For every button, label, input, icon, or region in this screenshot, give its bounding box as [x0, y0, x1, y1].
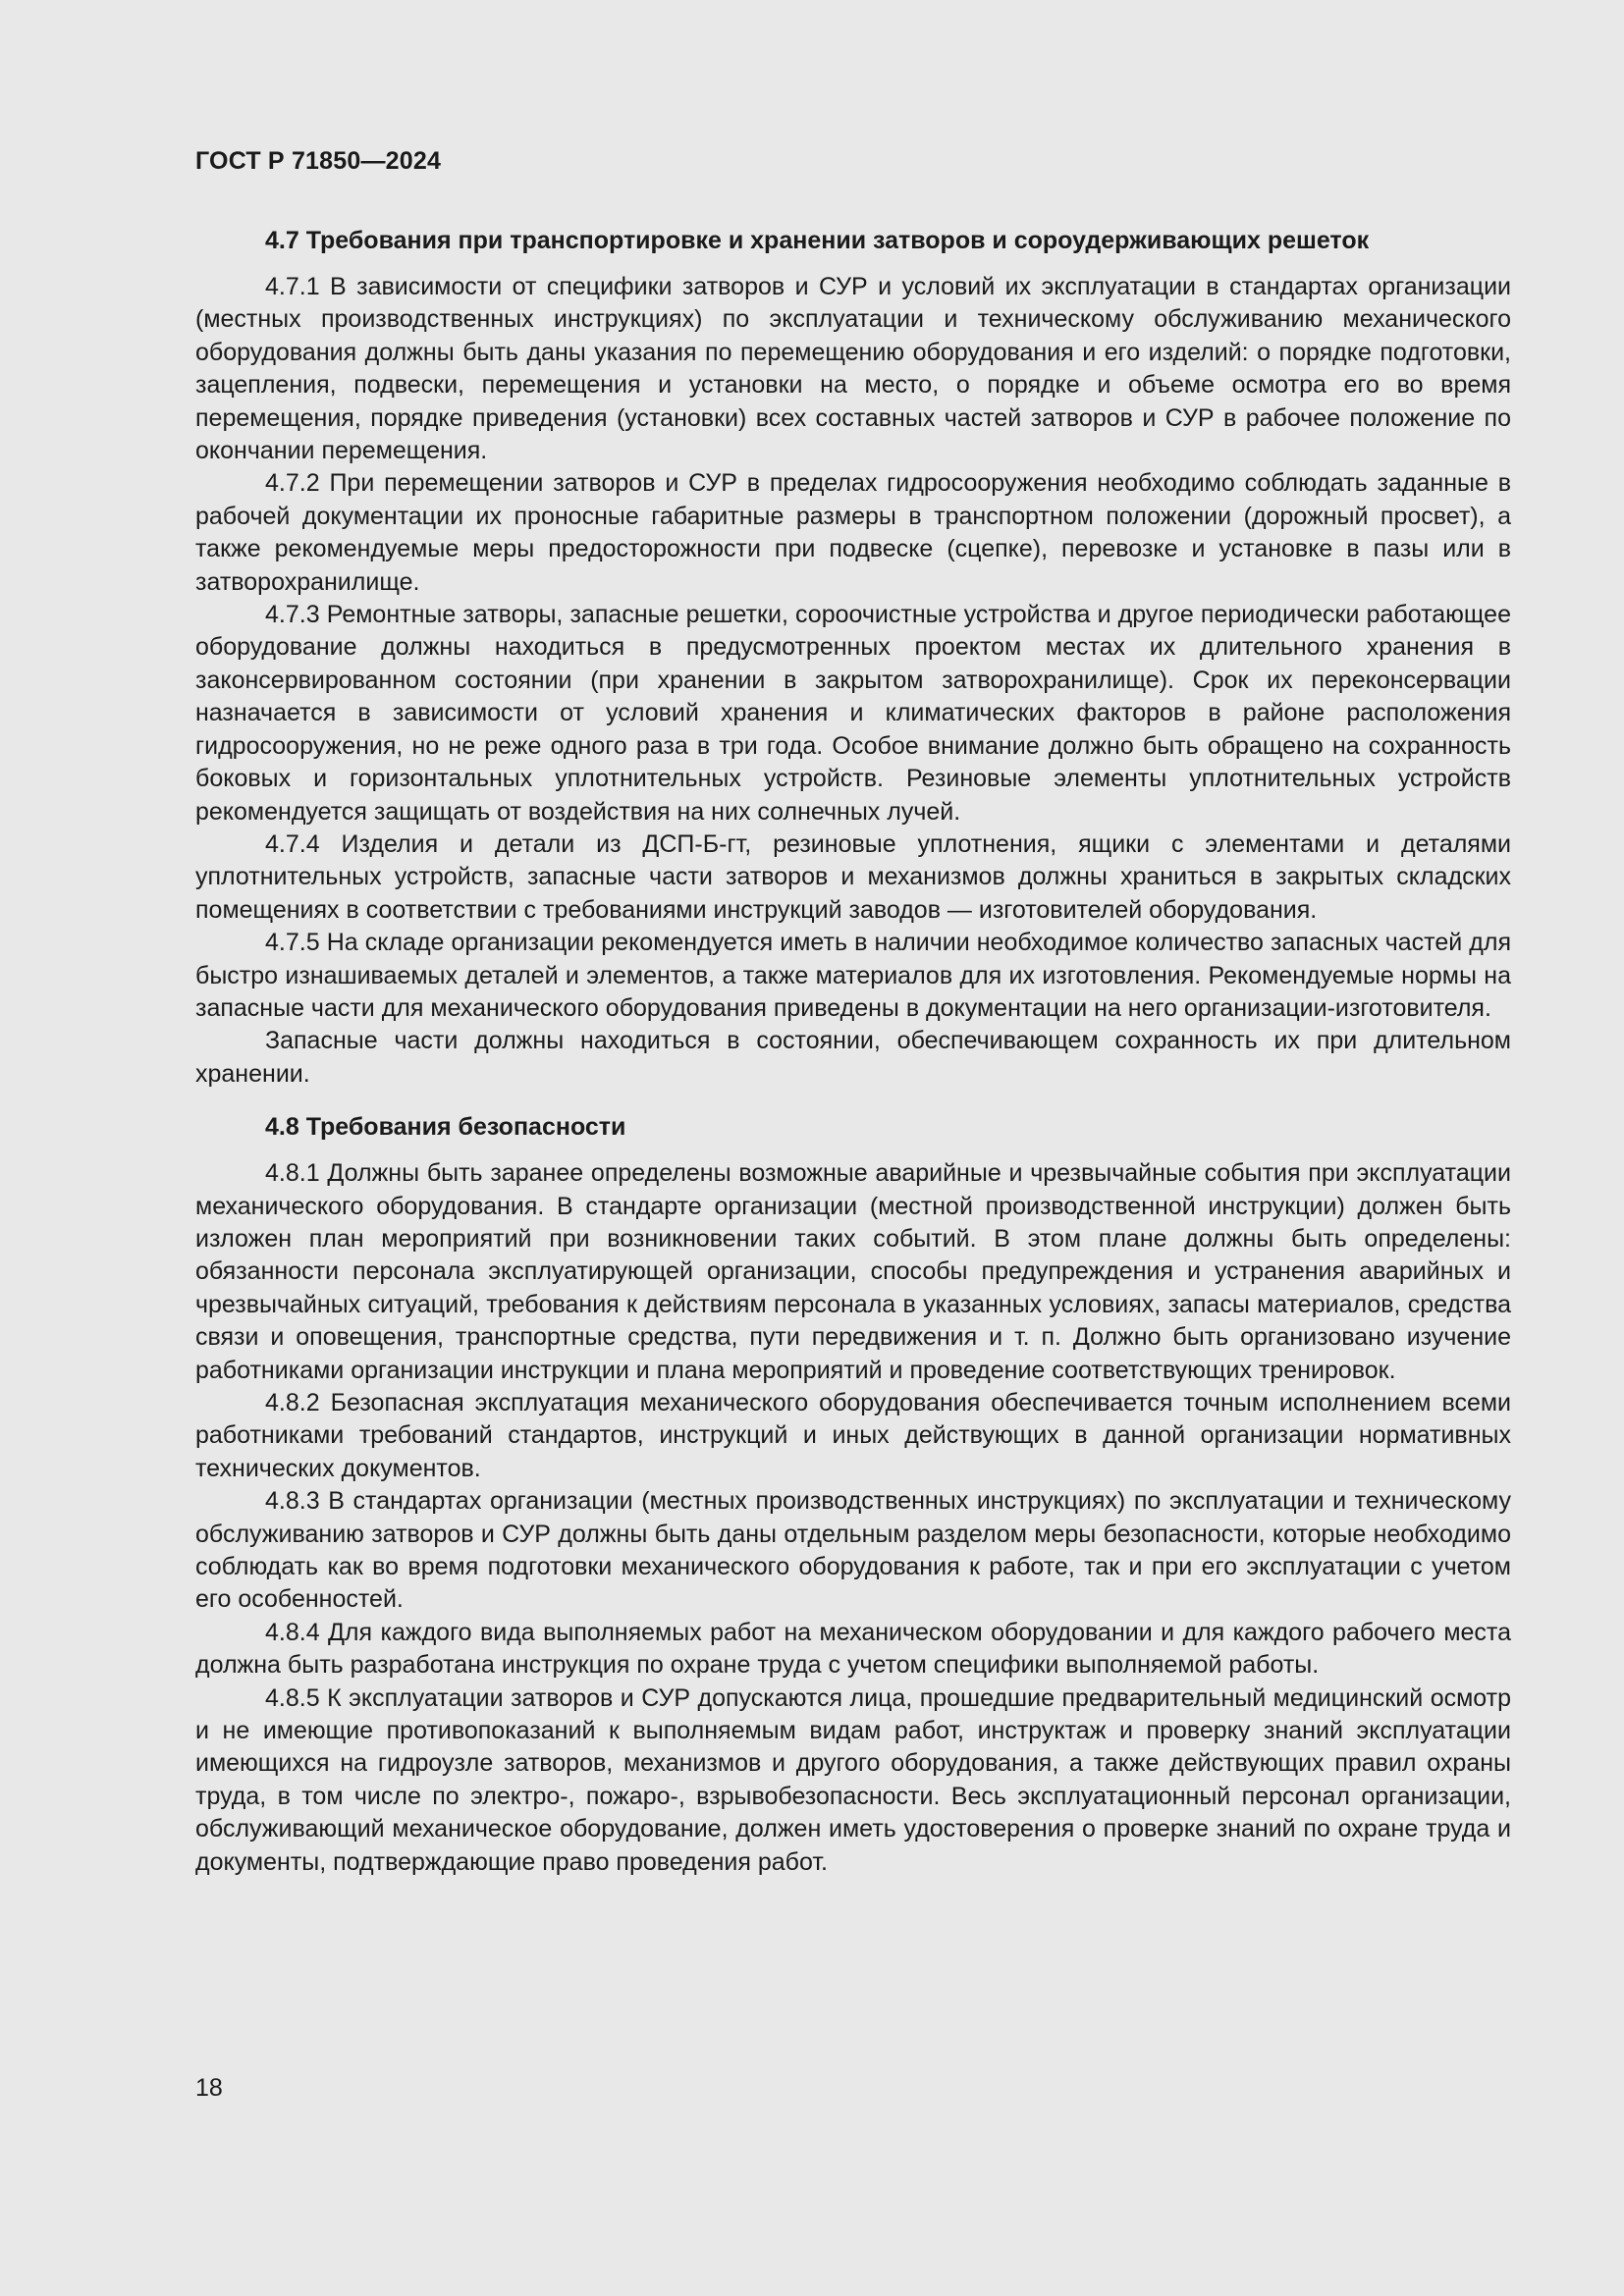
paragraph-4-8-4: 4.8.4 Для каждого вида выполняемых работ на механическом оборудовании и для каждого рабочего места должна быть разработана инструкция по охране труда с учетом специфики выполняемой работы. [195, 1618, 1511, 1680]
document-body [195, 224, 1511, 1879]
paragraph-4-7-5: 4.7.5 На складе организации рекомендуется иметь в наличии необходимое количество запасных частей для быстро изнашиваемых деталей и элементов, а также материалов для их изготовления. Рекомендуемые нормы на запасные части для механического оборудования приведены в документации на него организации-изготовителя. [195, 929, 1511, 1022]
paragraph-4-7-3: 4.7.3 Ремонтные затворы, запасные решетки, сороочистные устройства и другое периодически работающее оборудование должны находиться в предусмотренных проектом местах их длительного хранения в законсервированном состоянии (при хранении в закрытом затворохранилище). Срок их переконсервации назначается в зависимости от условий хранения и климатических факторов в районе расположения гидросооружения, но не реже одного раза в три года. Особое внимание должно быть обращено на сохранность боковых и горизонтальных уплотнительных устройств. Резиновые элементы уплотнительных устройств рекомендуется защищать от воздействия на них солнечных лучей. [195, 601, 1511, 826]
section-title-4-8: 4.8 Требования безопасности [265, 1113, 626, 1142]
page-number: 18 [195, 2074, 223, 2102]
paragraph-4-8-5: 4.8.5 К эксплуатации затворов и СУР допускаются лица, прошедшие предварительный медицинский осмотр и не имеющие противопоказаний к выполняемым видам работ, инструктаж и проверку знаний эксплуатации имеющихся на гидроузле затворов, механизмов и другого оборудования, а также действующих правил охраны труда, в том числе по электро-, пожаро-, взрывобезопасности. Весь эксплуатационный персонал организации, обслуживающий механическое оборудование, должен иметь удостоверения о проверке знаний по охране труда и документы, подтверждающие право проведения работ. [195, 1683, 1511, 1876]
paragraph-4-8-3: 4.8.3 В стандартах организации (местных производственных инструкциях) по эксплуатации и техническому обслуживанию затворов и СУР должны быть даны отдельным разделом меры безопасности, которые необходимо соблюдать как во время подготовки механического оборудования к работе, так и при его эксплуатации с учетом его особенностей. [195, 1487, 1511, 1614]
section-title-4-7: 4.7 Требования при транспортировке и хранении затворов и сороудерживающих решеток [265, 227, 1370, 254]
paragraph-4-7-2: 4.7.2 При перемещении затворов и СУР в пределах гидросооружения необходимо соблюдать заданные в рабочей документации их проносные габаритные размеры в транспортном положении (дорожный просвет), а также рекомендуемые меры предосторожности при подвеске (сцепке), перевозке и установке в пазы или в затворохранилище. [195, 469, 1511, 596]
document-code-header: ГОСТ Р 71850—2024 [195, 147, 442, 175]
paragraph-4-8-1: 4.8.1 Должны быть заранее определены возможные аварийные и чрезвычайные события при эксплуатации механического оборудования. В стандарте организации (местной производственной инструкции) должен быть изложен план мероприятий при возникновении таких событий. В этом плане должны быть определены: обязанности персонала эксплуатирующей организации, способы предупреждения и устранения аварийных и чрезвычайных ситуаций, требования к действиям персонала в указанных условиях, запасы материалов, средства связи и оповещения, транспортные средства, пути передвижения и т. п. Должно быть организовано изучение работниками организации инструкции и плана мероприятий и проведение соответствующих тренировок. [195, 1159, 1511, 1384]
paragraph-4-7-1: 4.7.1 В зависимости от специфики затворов и СУР и условий их эксплуатации в стандартах организации (местных производственных инструкциях) по эксплуатации и техническому обслуживанию механического оборудования должны быть даны указания по перемещению оборудования и его изделий: о порядке подготовки, зацепления, подвески, перемещения и установки на место, о порядке и объеме осмотра его во время перемещения, порядке приведения (установки) всех составных частей затворов и СУР в рабочее положение по окончании перемещения. [195, 273, 1511, 465]
paragraph-4-7-4: 4.7.4 Изделия и детали из ДСП-Б-гт, резиновые уплотнения, ящики с элементами и деталями уплотнительных устройств, запасные части затворов и механизмов должны храниться в закрытых складских помещениях в соответствии с требованиями инструкций заводов — изготовителей оборудования. [195, 829, 1511, 924]
paragraph-4-7-5-spare-parts: Запасные части должны находиться в состоянии, обеспечивающем сохранность их при длительном хранении. [195, 1027, 1511, 1088]
paragraph-4-8-2: 4.8.2 Безопасная эксплуатация механического оборудования обеспечивается точным исполнением всеми работниками требований стандартов, инструкций и иных действующих в данной организации нормативных технических документов. [195, 1389, 1511, 1482]
